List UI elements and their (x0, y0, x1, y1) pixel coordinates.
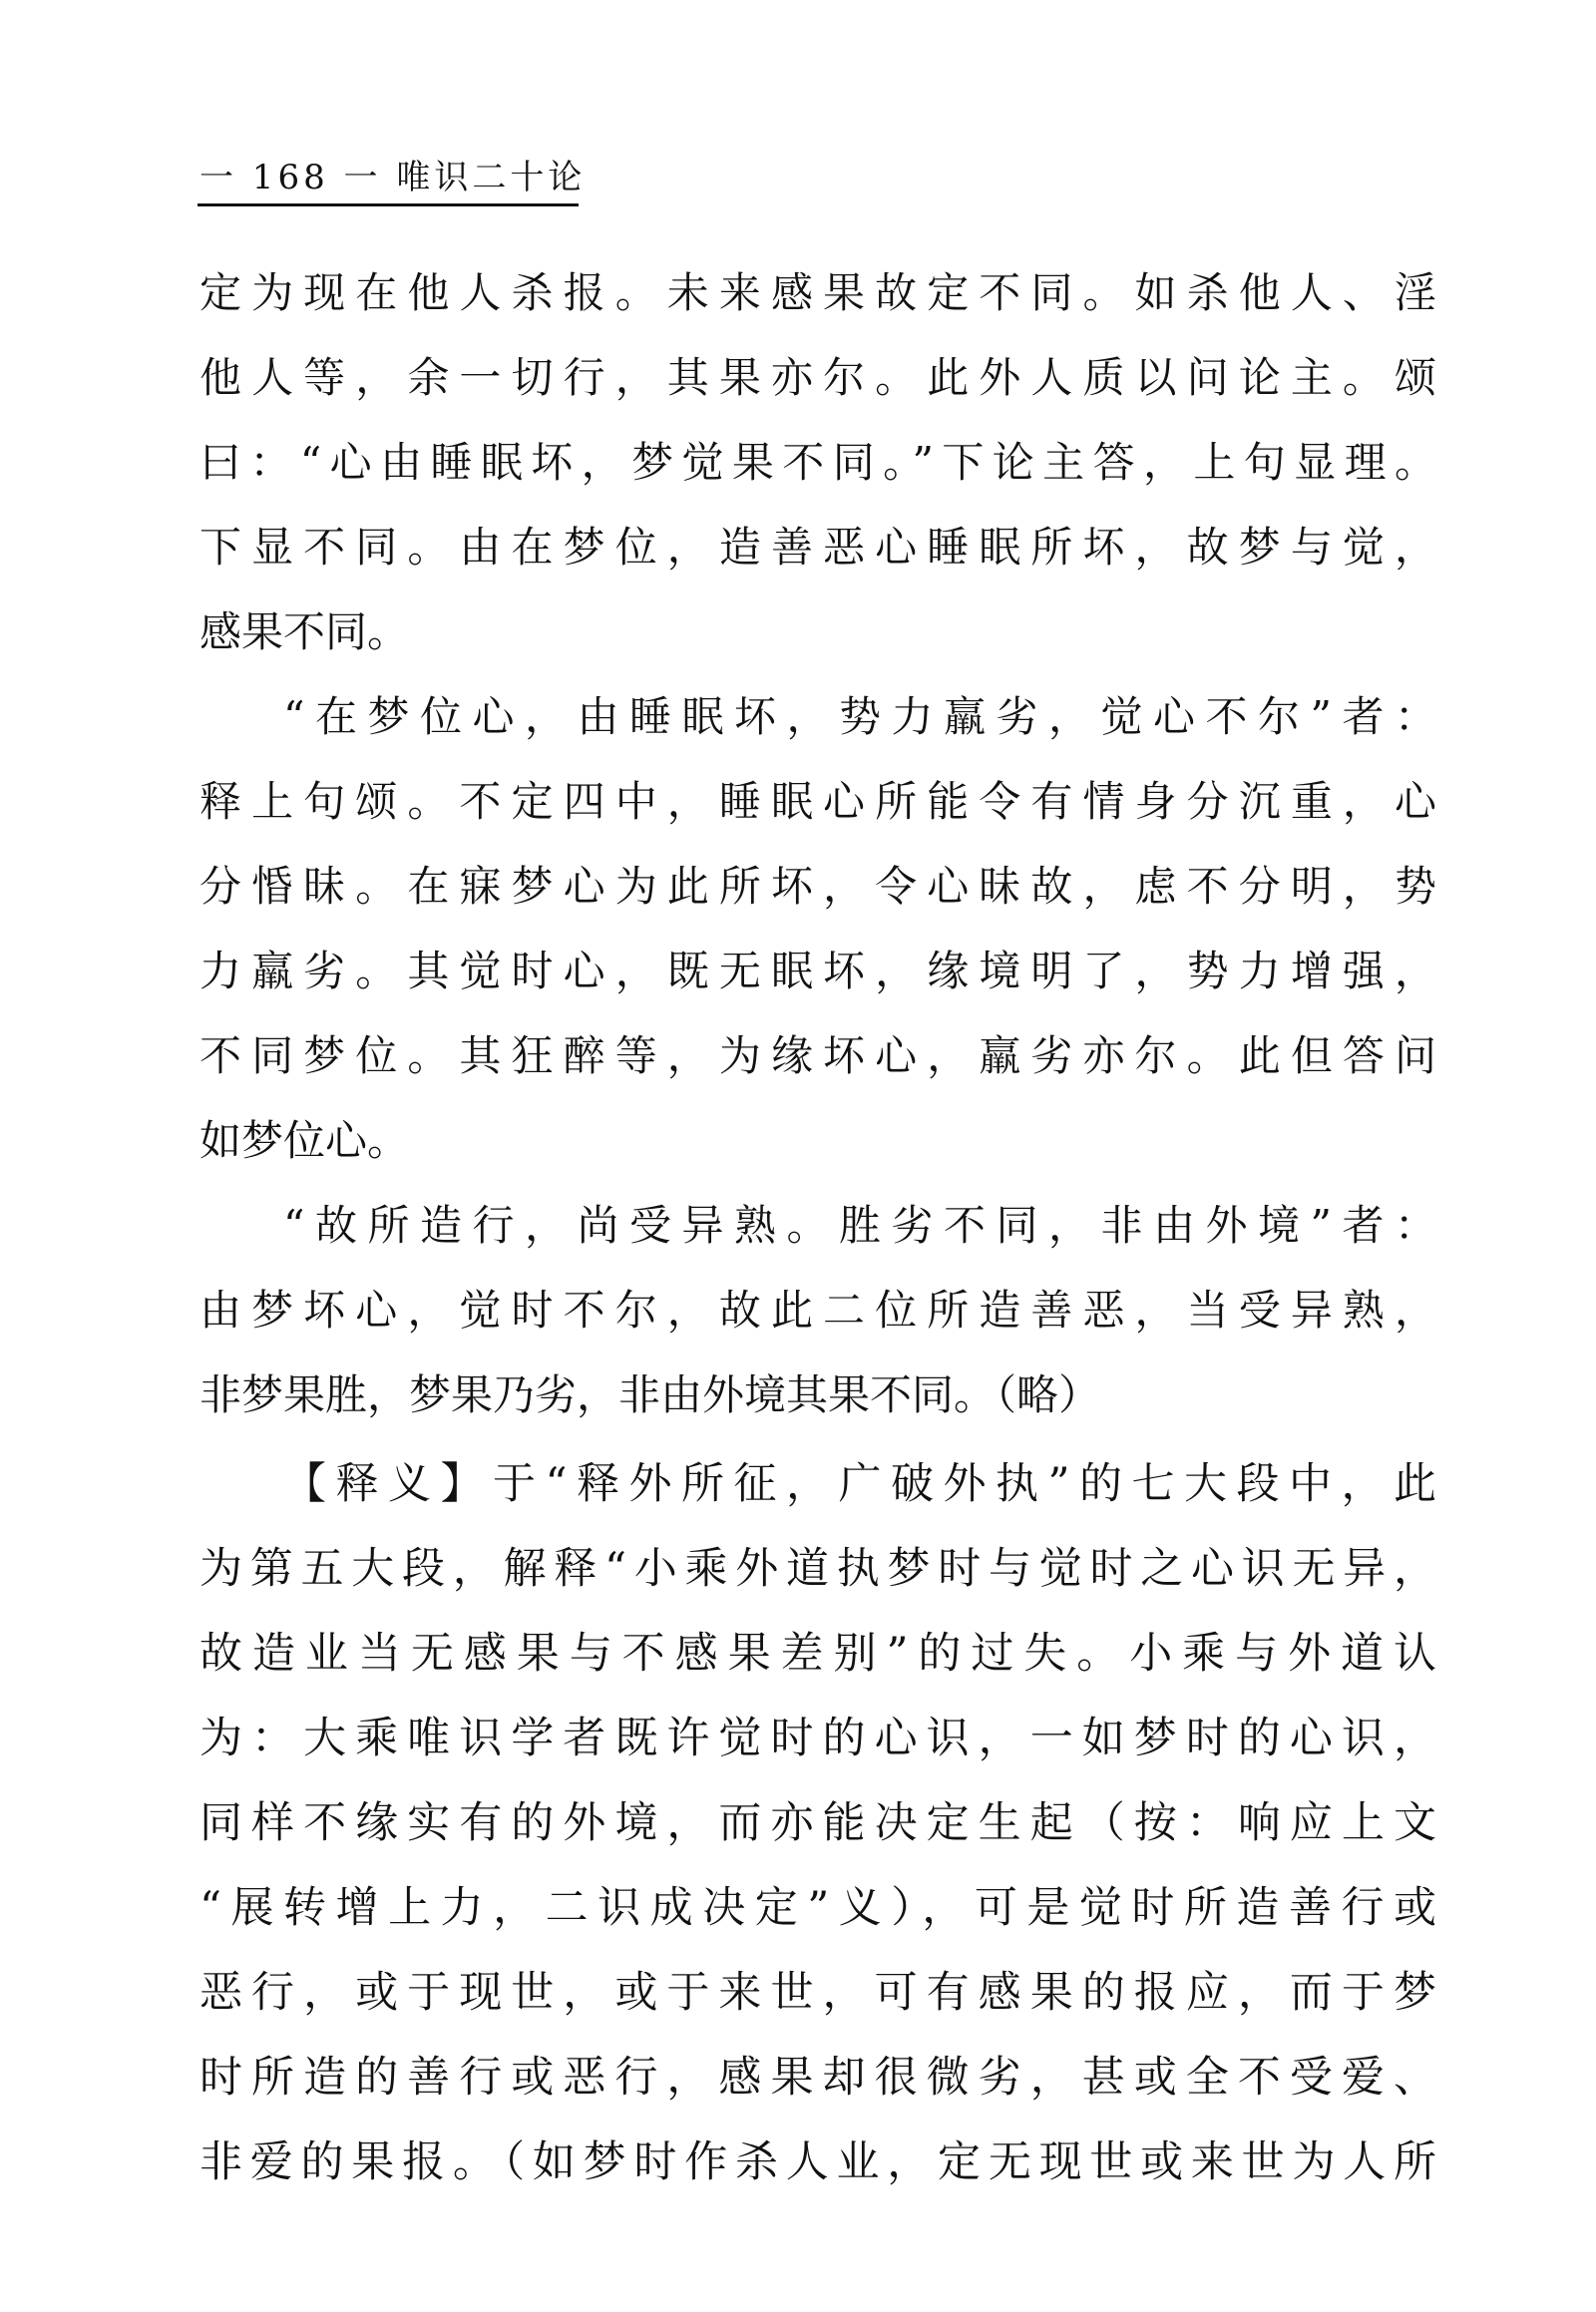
commentary-line: 定为现在他人杀报。未来感果故定不同。如杀他人、淫 (200, 268, 1436, 317)
running-header: 一 168 一 唯识二十论 (200, 158, 587, 197)
explanation-line: 故造业当无感果与不感果差别”的过失。小乘与外道认 (200, 1629, 1436, 1679)
explanation-line: 时所造的善行或恶行，感果却很微劣，甚或全不受爱、 (200, 2053, 1436, 2103)
header-underline (198, 203, 579, 206)
commentary-line: 不同梦位。其狂醉等，为缘坏心，羸劣亦尔。此但答问 (200, 1031, 1436, 1080)
commentary-line: 释上句颂。不定四中，睡眠心所能令有情身分沉重，心 (200, 777, 1436, 826)
explanation-line: 【释义】于“释外所征，广破外执”的七大段中，此 (283, 1459, 1436, 1509)
explanation-line: 为第五大段，解释“小乘外道执梦时与觉时之心识无异， (200, 1544, 1436, 1594)
explanation-line: 恶行，或于现世，或于来世，可有感果的报应，而于梦 (200, 1968, 1436, 2018)
commentary-line: 分惛昧。在寐梦心为此所坏，令心昧故，虑不分明，势 (200, 862, 1436, 911)
commentary-line: 非梦果胜，梦果乃劣，非由外境其果不同。（略） (200, 1370, 1101, 1419)
commentary-line: 下显不同。由在梦位，造善恶心睡眠所坏，故梦与觉， (200, 523, 1436, 572)
explanation-line: “展转增上力，二识成决定”义），可是觉时所造善行或 (200, 1883, 1436, 1933)
commentary-line: 由梦坏心，觉时不尔，故此二位所造善恶，当受异熟， (200, 1286, 1436, 1335)
commentary-line: “故所造行，尚受异熟。胜劣不同，非由外境”者： (283, 1201, 1436, 1250)
commentary-line: 曰：“心由睡眠坏，梦觉果不同。”下论主答，上句显理。 (200, 438, 1436, 487)
explanation-line: 为：大乘唯识学者既许觉时的心识，一如梦时的心识， (200, 1714, 1436, 1763)
explanation-line: 非爱的果报。（如梦时作杀人业，定无现世或来世为人所 (200, 2137, 1436, 2187)
page-body (200, 261, 1436, 2215)
commentary-line: 如梦位心。 (200, 1116, 410, 1165)
commentary-line: 感果不同。 (200, 607, 410, 656)
commentary-line: “在梦位心，由睡眠坏，势力羸劣，觉心不尔”者： (283, 692, 1436, 741)
commentary-line: 他人等，余一切行，其果亦尔。此外人质以问论主。颂 (200, 353, 1436, 402)
commentary-line: 力羸劣。其觉时心，既无眠坏，缘境明了，势力增强， (200, 947, 1436, 995)
explanation-line: 同样不缘实有的外境，而亦能决定生起（按：响应上文 (200, 1798, 1436, 1848)
